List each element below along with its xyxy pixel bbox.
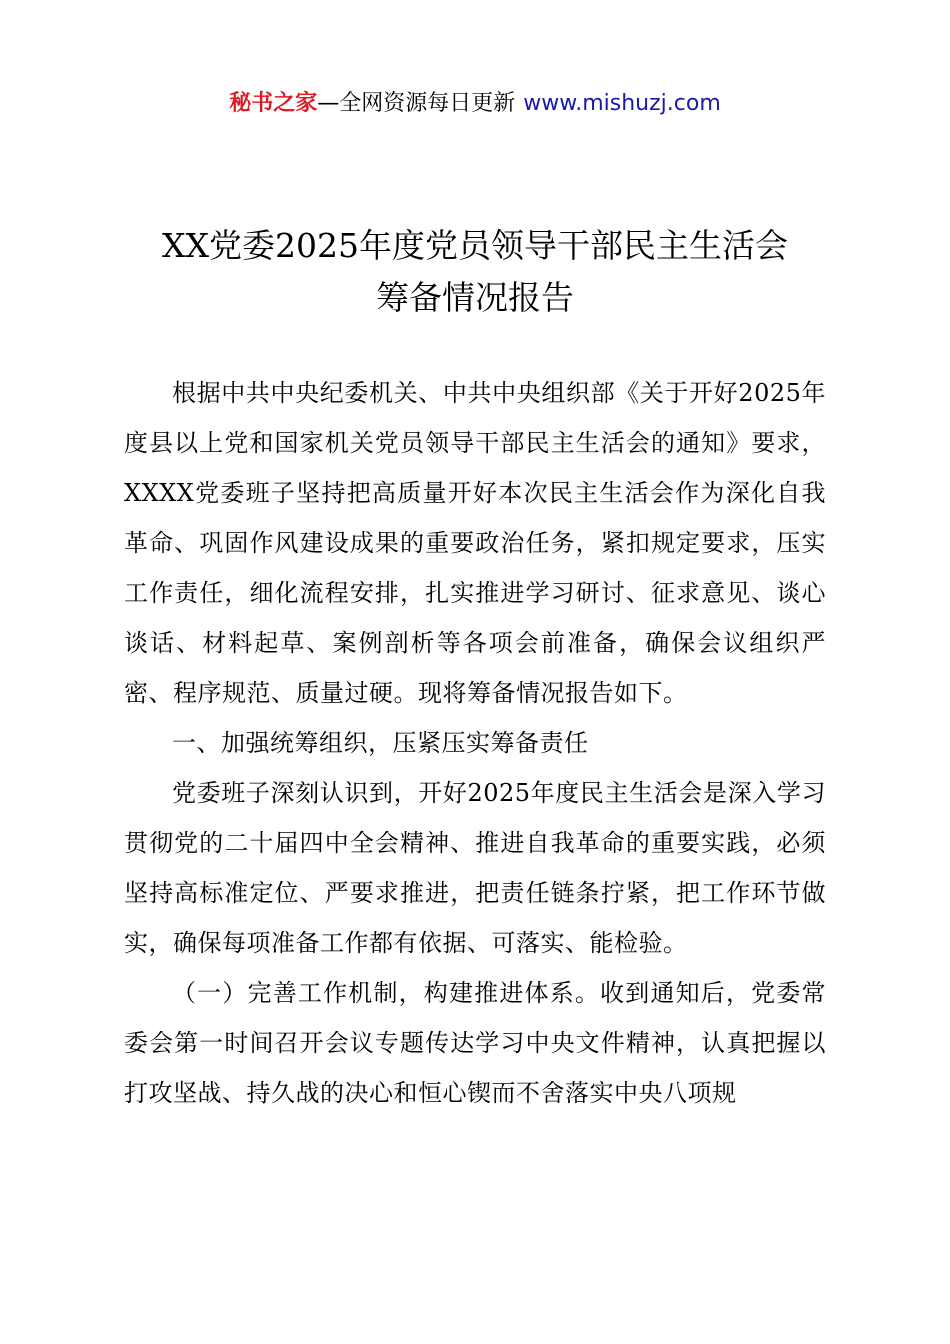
site-url-link[interactable]: www.mishuzj.com [523, 91, 721, 116]
section-heading-1: 一、加强统筹组织，压紧压实筹备责任 [172, 729, 589, 757]
paragraph-subsection-1: （一）完善工作机制，构建推进体系。收到通知后，党委常委会第一时间召开会议专题传达学习中央文件精神，认真把握以打攻坚战、持久战的决心和恒心锲而不舍落实中央八项规 [124, 979, 826, 1107]
site-header [0, 86, 950, 122]
paragraph-intro: 根据中共中央纪委机关、中共中央组织部《关于开好2025年度县以上党和国家机关党员领导干部民主生活会的通知》要求，XXXX党委班子坚持把高质量开好本次民主生活会作为深化自我革命、巩固作风建设成果的重要政治任务，紧扣规定要求，压实工作责任，细化流程安排，扎实推进学习研讨、征求意见、谈心谈话、材料起草、案例剖析等各项会前准备，确保会议组织严密、程序规范、质量过硬。现将筹备情况报告如下。 [124, 379, 826, 707]
title-line-2: 筹备情况报告 [376, 278, 574, 317]
document-body [124, 368, 826, 1118]
site-brand: 秘书之家 [229, 91, 318, 116]
document-title [0, 220, 950, 324]
paragraph-section-1: 党委班子深刻认识到，开好2025年度民主生活会是深入学习贯彻党的二十届四中全会精神、推进自我革命的重要实践，必须坚持高标准定位、严要求推进，把责任链条拧紧，把工作环节做实，确保每项准备工作都有依据、可落实、能检验。 [124, 779, 826, 957]
title-line-1: XX党委2025年度党员领导干部民主生活会 [162, 226, 788, 265]
site-tagline: —全网资源每日更新 [317, 91, 516, 116]
